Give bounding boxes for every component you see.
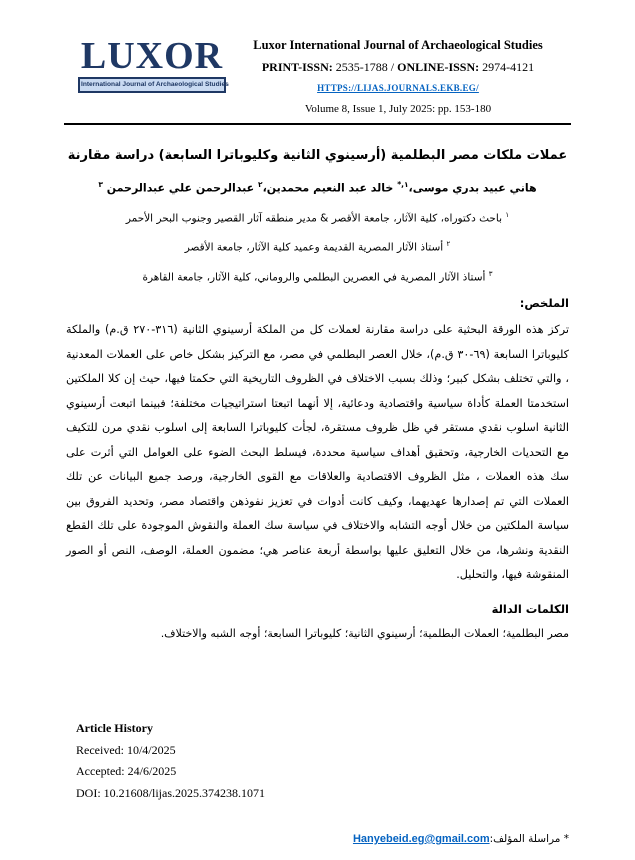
print-issn-value: 2535-1788 / xyxy=(332,60,398,74)
authors-line xyxy=(55,177,580,197)
affiliations xyxy=(55,207,580,286)
affiliation-3 xyxy=(55,266,580,286)
affiliation-2 xyxy=(55,236,580,256)
doi: DOI: 10.21608/lijas.2025.374238.1071 xyxy=(76,785,265,800)
affiliation-2-text: أستاذ الآثار المصرية القديمة وعميد كلية الآثار، جامعة الأقصر xyxy=(184,241,447,254)
affiliation-3-text: أستاذ الآثار المصرية في العصرين البطلمي والروماني، كلية الآثار، جامعة القاهرة xyxy=(142,271,489,284)
accepted-date: Accepted: 24/6/2025 xyxy=(76,764,177,778)
journal-header xyxy=(0,0,635,116)
affiliation-1 xyxy=(55,207,580,227)
journal-logo xyxy=(78,35,229,93)
volume-issue-line: Volume 8, Issue 1, July 2025: pp. 153-180 xyxy=(304,103,492,115)
affiliation-1-superscript: ١ xyxy=(505,210,510,219)
article-history-heading: Article History xyxy=(76,721,153,735)
journal-header-info xyxy=(226,36,570,116)
abstract-text: تركز هذه الورقة البحثية على دراسة مقارنة لعملات كل من الملكة أرسينوي الثانية (٣١٦-٢٧٠ ق.م) والملكة كليوباترا السابعة (٦٩-٣٠ ق.م)، خلال العصر البطلمي في مصر، مع التركيز بشكل خاص على العملات المعدنية ، والتي تختلف بشكل كبير؛ وذلك بسبب الاختلاف في الظروف التاريخية التي حكمتا فيها، حيث إن كلا الملكتين استخدمتا العملة كأداة سياسية واقتصادية ودعائية، إلا أنهما اتبعتا استراتيجيات مختلفة؛ فبينما اتبعت أرسينوي الثانية اسلوب نقدي مستقر في ظل ظروف مستقرة، لجأت كليوباترا السابعة إلى اسلوب نقدي مرن للتكيف مع التحديات الخارجية، وتحقيق أهداف سياسية محددة، فيسلط البحث الضوء على العوامل التي أثرت على سك هذه العملات ، مثل الظروف الاقتصادية والعلاقات مع القوى الخارجية، ورصد جميع البيانات عن تلك العملات التي تم إصدارها عهديهما، وكيف كانت أدوات في تعزيز نفوذهن واقتصاد مصر، وتحديد الفروق بين سياسة الملكتين من خلال أوجه التشابه والاختلاف في سياسة سك العملة والنقوش الموجودة على تلك القطع النقدية ونشرها، من خلال التعليق عليها بواسطة أربعة عناصر هي؛ مضمون العملة، الوصف، النص أو الصور المنقوشة فيها، والتحليل. xyxy=(66,323,569,582)
affiliation-1-text: باحث دكتوراه، كلية الآثار، جامعة الأقصر & مدير منطقه آثار القصير وجنوب البحر الأحمر xyxy=(125,212,506,225)
correspondence-label: * مراسلة المؤلف: xyxy=(489,833,569,845)
journal-title: Luxor International Journal of Archaeological Studies xyxy=(253,38,543,52)
keywords-text: مصر البطلمية؛ العملات البطلمية؛ أرسينوي الثانية؛ كليوباترا السابعة؛ أوجه الشبه والاختلاف. xyxy=(160,626,569,640)
author-3-name: عبدالرحمن علي عبدالرحمن xyxy=(102,181,258,195)
author-1-name: هاني عبيد بدري موسى، xyxy=(408,181,537,195)
journal-url-link[interactable]: HTTPS://LIJAS.JOURNALS.EKB.EG/ xyxy=(317,83,479,93)
correspondence-email-link[interactable]: Hanyebeid.eg@gmail.com xyxy=(352,833,490,845)
header-divider xyxy=(64,123,571,125)
article-title: عملات ملكات مصر البطلمية (أرسينوي الثانية وكليوباترا السابعة) دراسة مقارنة xyxy=(67,148,568,163)
author-3-superscript: ٣ xyxy=(98,180,103,189)
author-2-superscript: ٢ xyxy=(257,180,263,189)
online-issn-value: 2974-4121 xyxy=(479,60,535,74)
print-issn-label: PRINT-ISSN: xyxy=(261,60,333,74)
issn-line xyxy=(226,60,570,75)
affiliation-3-superscript: ٣ xyxy=(488,269,493,278)
logo-wordmark: LUXOR xyxy=(80,35,224,77)
correspondence-footnote xyxy=(353,832,569,847)
logo-banner-text: International Journal of Archaeological Studies xyxy=(78,77,226,93)
online-issn-label: ONLINE-ISSN: xyxy=(397,60,480,74)
author-1-superscript: ١,* xyxy=(397,180,409,189)
author-2-name: خالد عبد النعيم محمدين، xyxy=(262,181,398,195)
article-history xyxy=(76,718,265,804)
affiliation-2-superscript: ٢ xyxy=(446,240,451,249)
received-date: Received: 10/4/2025 xyxy=(76,742,176,757)
abstract-heading: الملخص: xyxy=(519,296,569,311)
keywords-heading: الكلمات الدالة xyxy=(491,601,569,616)
